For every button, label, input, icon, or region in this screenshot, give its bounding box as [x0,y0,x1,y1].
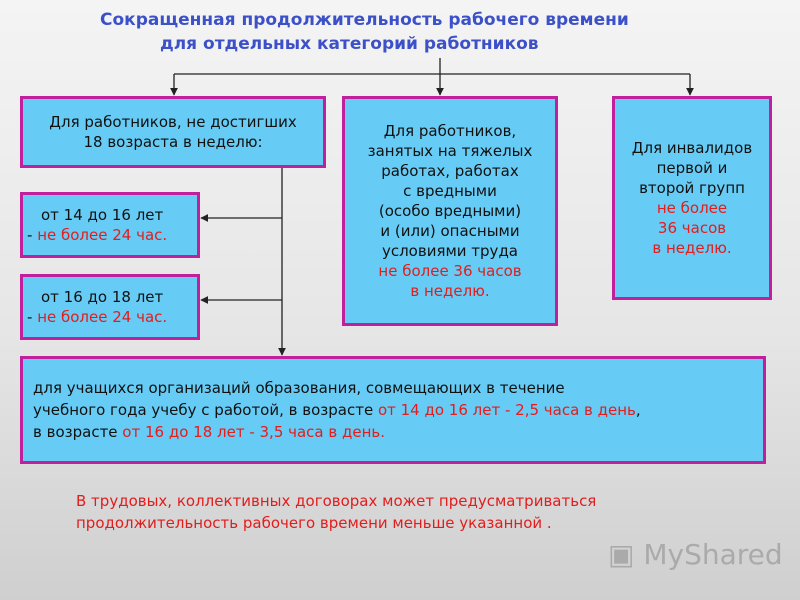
disabled-line: первой и [656,159,728,177]
age-14-16-range: от 14 до 16 лет [41,206,164,224]
title-line-1: Сокращенная продолжительность рабочего времени [100,10,629,30]
students-line-3-limit: от 16 до 18 лет - 3,5 часа в день. [122,423,386,441]
minors-line-1: Для работников, не достигших [49,113,297,131]
age-14-16-dash: - [27,226,38,244]
footnote-line-1: В трудовых, коллективных договорах может предусматриваться [76,492,597,510]
students-line-3 [33,421,763,443]
presentation-icon: ▣ [608,538,644,571]
watermark-text: MyShared [643,538,783,571]
box-minors [20,96,326,168]
students-line-2-pre: учебного года учебу с работой, в возрасте [33,401,378,419]
box-students [20,356,766,464]
heavy-limit-1: не более 36 часов [378,262,522,280]
footnote [76,490,596,534]
disabled-limit: в неделю. [652,239,732,257]
watermark-logo [608,538,783,571]
heavy-line: с вредными [403,182,497,200]
students-line-2-post: , [635,401,641,419]
students-line-3-pre: в возрасте [33,423,123,441]
students-line-2 [33,399,763,421]
box-disabled [612,96,772,300]
heavy-line: занятых на тяжелых [367,142,533,160]
minors-line-2: 18 возраста в неделю: [83,133,263,151]
age-14-16-limit: не более 24 час. [37,226,168,244]
age-16-18-dash: - [27,308,38,326]
students-line-1: для учащихся организаций образования, совмещающих в течение [33,379,565,397]
disabled-limit: 36 часов [657,219,727,237]
disabled-limit: не более [656,199,728,217]
heavy-line: (особо вредными) [378,202,522,220]
disabled-line: Для инвалидов [631,139,753,157]
age-16-18-limit: не более 24 час. [37,308,168,326]
heavy-limit-2: в неделю. [410,282,490,300]
disabled-line: второй групп [639,179,745,197]
title-line-2: для отдельных категорий работников [160,34,539,54]
age-16-18-range: от 16 до 18 лет [41,288,164,306]
heavy-line: и (или) опасными [380,222,520,240]
box-age-14-16 [20,192,200,258]
students-line-2-limit: от 14 до 16 лет - 2,5 часа в день [377,401,636,419]
heavy-line: условиями труда [381,242,519,260]
footnote-line-2: продолжительность рабочего времени меньше указанной . [76,514,552,532]
heavy-line: Для работников, [383,122,517,140]
box-heavy-work [342,96,558,326]
box-age-16-18 [20,274,200,340]
heavy-line: работах, работах [381,162,519,180]
